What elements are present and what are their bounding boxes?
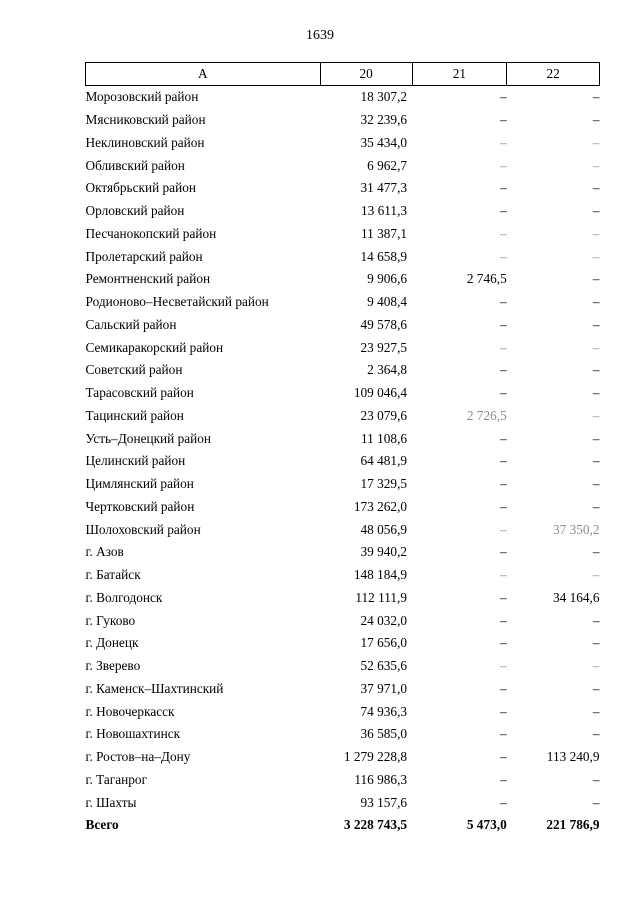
row-col-22: –	[592, 544, 600, 560]
row-col-22: –	[592, 225, 600, 241]
table-row	[86, 200, 600, 223]
page-number: 1639	[306, 28, 334, 43]
row-col-22: 37 350,2	[552, 521, 600, 537]
row-col-22: –	[592, 316, 600, 332]
row-col-21: –	[500, 521, 507, 537]
row-col-21: –	[500, 339, 507, 355]
row-name: Тацинский район	[85, 407, 184, 423]
table-row	[86, 109, 600, 132]
table-row	[86, 291, 600, 314]
table-row	[86, 746, 600, 769]
row-col-21: –	[500, 476, 507, 492]
table-row	[86, 769, 600, 792]
row-col-20: 116 986,3	[354, 771, 408, 787]
row-name: Сальский район	[85, 316, 177, 332]
table-header	[86, 63, 600, 86]
row-name: г. Таганрог	[85, 771, 148, 787]
row-col-20: 32 239,6	[360, 112, 408, 128]
row-col-21: 2 746,5	[466, 271, 507, 287]
total-col-20: 3 228 743,5	[343, 817, 408, 833]
row-col-22: –	[592, 180, 600, 196]
row-col-20: 9 906,6	[367, 271, 408, 287]
header-col-21: 21	[412, 63, 507, 86]
table-row	[86, 496, 600, 519]
header-col-20: 20	[320, 63, 412, 86]
table-row	[86, 473, 600, 496]
row-name: Семикаракорский район	[85, 339, 224, 355]
row-col-20: 18 307,2	[360, 89, 408, 105]
row-col-20: 109 046,4	[353, 385, 408, 401]
table-row	[86, 518, 600, 541]
row-col-20: 17 329,5	[360, 476, 408, 492]
row-name: г. Каменск–Шахтинский	[85, 680, 224, 696]
row-col-20: 11 108,6	[361, 430, 408, 446]
table-row	[86, 223, 600, 246]
row-name: Цимлянский район	[85, 476, 194, 492]
row-col-20: 17 656,0	[360, 635, 408, 651]
row-col-21: –	[500, 430, 507, 446]
row-col-22: –	[592, 771, 600, 787]
row-col-22: –	[592, 362, 600, 378]
row-col-22: –	[592, 339, 600, 355]
row-col-20: 37 971,0	[360, 680, 408, 696]
row-col-22: –	[592, 726, 600, 742]
row-name: г. Гуково	[85, 612, 136, 628]
header-row	[86, 63, 600, 86]
row-name: Пролетарский район	[85, 248, 203, 264]
row-col-21: 2 726,5	[466, 407, 507, 423]
table-row	[86, 268, 600, 291]
row-name: г. Батайск	[85, 567, 141, 583]
row-col-20: 6 962,7	[367, 157, 408, 173]
row-col-21: –	[500, 749, 507, 765]
table-row	[86, 450, 600, 473]
row-col-22: –	[592, 430, 600, 446]
table-row	[86, 359, 600, 382]
row-name: г. Азов	[85, 544, 124, 560]
row-col-22: –	[592, 134, 600, 150]
row-col-21: –	[500, 294, 507, 310]
row-col-21: –	[500, 544, 507, 560]
row-col-20: 49 578,6	[360, 316, 408, 332]
row-col-21: –	[500, 385, 507, 401]
row-col-21: –	[500, 680, 507, 696]
row-name: Обливский район	[85, 157, 185, 173]
row-col-21: –	[500, 157, 507, 173]
row-col-22: –	[592, 703, 600, 719]
row-col-21: –	[500, 112, 507, 128]
row-col-22: –	[592, 248, 600, 264]
row-name: Орловский район	[85, 203, 185, 219]
table-row	[86, 132, 600, 155]
row-name: г. Зверево	[85, 658, 141, 674]
total-label: Всего	[85, 817, 119, 833]
row-col-22: –	[592, 112, 600, 128]
row-name: Тарасовский район	[85, 385, 194, 401]
row-col-20: 93 157,6	[360, 794, 408, 810]
row-col-20: 1 279 228,8	[343, 749, 408, 765]
row-col-20: 173 262,0	[353, 498, 408, 514]
row-name: г. Волгодонск	[85, 589, 163, 605]
row-col-20: 31 477,3	[360, 180, 408, 196]
row-col-20: 13 611,3	[361, 203, 408, 219]
table-row	[86, 427, 600, 450]
table-row	[86, 382, 600, 405]
row-col-20: 36 585,0	[360, 726, 408, 742]
row-col-22: –	[592, 635, 600, 651]
row-col-21: –	[500, 316, 507, 332]
table-row	[86, 177, 600, 200]
row-col-22: –	[592, 385, 600, 401]
table-row	[86, 541, 600, 564]
row-name: г. Ростов–на–Дону	[85, 749, 191, 765]
row-col-20: 2 364,8	[367, 362, 408, 378]
row-col-21: –	[500, 498, 507, 514]
table-row	[86, 632, 600, 655]
row-col-22: –	[592, 794, 600, 810]
row-col-22: –	[592, 476, 600, 492]
row-col-21: –	[500, 362, 507, 378]
row-name: Мясниковский район	[85, 112, 206, 128]
row-col-22: –	[592, 157, 600, 173]
row-col-22: –	[592, 453, 600, 469]
table-row	[86, 154, 600, 177]
table-row	[86, 678, 600, 701]
row-col-20: 23 927,5	[360, 339, 408, 355]
row-name: Песчанокопский район	[85, 225, 217, 241]
row-col-20: 52 635,6	[360, 658, 408, 674]
row-col-22: –	[592, 203, 600, 219]
header-col-a: А	[86, 63, 321, 86]
row-col-20: 14 658,9	[360, 248, 408, 264]
table-row	[86, 405, 600, 428]
row-col-22: –	[592, 407, 600, 423]
row-name: Советский район	[85, 362, 183, 378]
row-col-21: –	[500, 703, 507, 719]
row-col-21: –	[500, 658, 507, 674]
row-col-20: 64 481,9	[360, 453, 408, 469]
row-col-20: 35 434,0	[360, 134, 408, 150]
row-col-20: 112 111,9	[355, 589, 408, 605]
row-name: Ремонтненский район	[85, 271, 211, 287]
budget-table	[85, 62, 600, 837]
row-name: Неклиновский район	[85, 134, 205, 150]
row-col-20: 11 387,1	[361, 225, 408, 241]
row-col-22: 34 164,6	[552, 589, 600, 605]
row-name: Шолоховский район	[85, 521, 201, 537]
row-col-21: –	[500, 134, 507, 150]
row-col-21: –	[500, 794, 507, 810]
row-col-21: –	[500, 453, 507, 469]
table-body	[86, 86, 600, 815]
row-col-21: –	[500, 726, 507, 742]
row-col-20: 74 936,3	[360, 703, 408, 719]
row-name: Усть–Донецкий район	[85, 430, 212, 446]
row-name: Родионово–Несветайский район	[85, 294, 269, 310]
row-name: Октябрьский район	[85, 180, 196, 196]
table-row	[86, 245, 600, 268]
row-col-21: –	[500, 89, 507, 105]
table-row	[86, 655, 600, 678]
table-row	[86, 587, 600, 610]
row-col-20: 23 079,6	[360, 407, 408, 423]
row-col-22: –	[592, 271, 600, 287]
table-row	[86, 314, 600, 337]
row-col-22: –	[592, 680, 600, 696]
row-name: Целинский район	[85, 453, 186, 469]
row-col-20: 39 940,2	[360, 544, 408, 560]
total-col-22: 221 786,9	[546, 817, 600, 833]
row-col-20: 9 408,4	[367, 294, 408, 310]
row-name: г. Новочеркасск	[85, 703, 175, 719]
row-col-22: –	[592, 89, 600, 105]
row-col-20: 24 032,0	[360, 612, 408, 628]
row-col-20: 48 056,9	[360, 521, 408, 537]
table-row	[86, 791, 600, 814]
table-footer	[86, 814, 600, 837]
row-col-22: –	[592, 612, 600, 628]
table-row	[86, 609, 600, 632]
table-row	[86, 700, 600, 723]
table-row	[86, 564, 600, 587]
row-col-22: –	[592, 498, 600, 514]
row-col-22: –	[592, 294, 600, 310]
row-col-21: –	[500, 612, 507, 628]
row-col-21: –	[500, 180, 507, 196]
row-col-21: –	[500, 248, 507, 264]
row-col-21: –	[500, 635, 507, 651]
row-col-21: –	[500, 567, 507, 583]
row-col-21: –	[500, 771, 507, 787]
table-row	[86, 723, 600, 746]
row-name: г. Новошахтинск	[85, 726, 181, 742]
row-col-21: –	[500, 225, 507, 241]
row-col-20: 148 184,9	[353, 567, 408, 583]
table-row	[86, 336, 600, 359]
row-name: Морозовский район	[85, 89, 199, 105]
row-name: г. Донецк	[85, 635, 139, 651]
total-row	[86, 814, 600, 837]
row-col-21: –	[500, 203, 507, 219]
row-name: Чертковский район	[85, 498, 195, 514]
row-col-21: –	[500, 589, 507, 605]
row-col-22: –	[592, 567, 600, 583]
header-col-22: 22	[507, 63, 600, 86]
row-name: г. Шахты	[85, 794, 137, 810]
row-col-22: 113 240,9	[546, 749, 600, 765]
total-col-21: 5 473,0	[466, 817, 507, 833]
row-col-22: –	[592, 658, 600, 674]
table-row	[86, 86, 600, 109]
